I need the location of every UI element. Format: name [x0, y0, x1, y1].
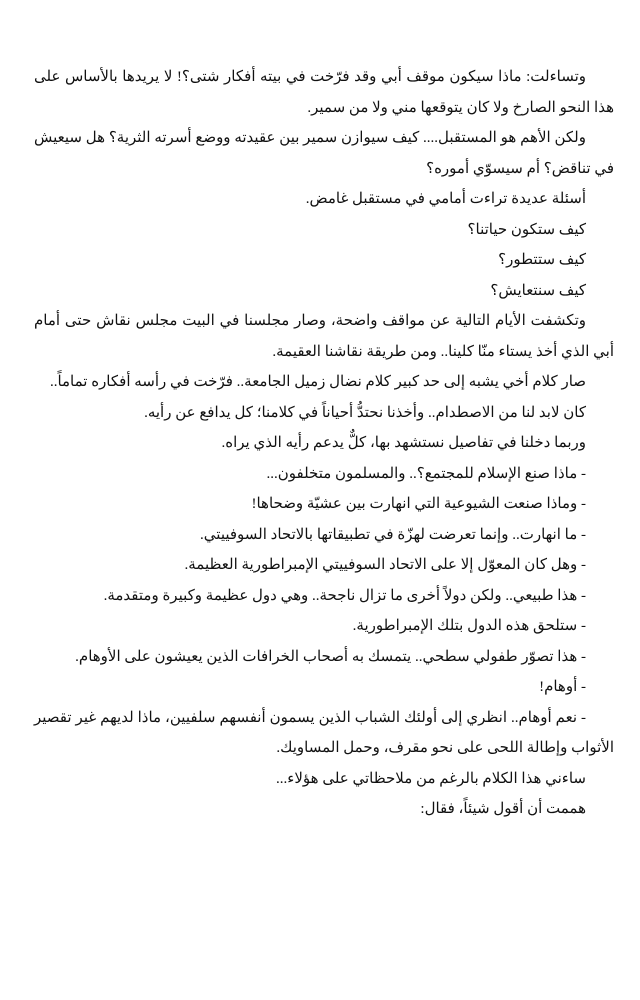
paragraph-12: هممت أن أقول شيئاً، فقال:: [420, 801, 586, 817]
dialogue-line-9: - نعم أوهام.. انظري إلى أولئك الشباب الذين يسمون أنفسهم سلفيين، ماذا لديهم غير تقصير الأثواب وإطالة اللحى على نحو مقرف، وحمل المساويك.: [34, 709, 614, 756]
paragraph-1: وتساءلت: ماذا سيكون موقف أبي وقد فرّخت في بيته أفكار شتى؟! لا يريدها بالأساس على هذا النحو الصارخ ولا كان يتوقعها مني ولا من سمير.: [34, 69, 614, 116]
paragraph-8: صار كلام أخي يشبه إلى حد كبير كلام نضال زميل الجامعة.. فرّخت في رأسه أفكاره تماماً..: [49, 374, 586, 390]
dialogue-line-7: - هذا تصوّر طفولي سطحي.. يتمسك به أصحاب الخرافات الذين يعيشون على الأوهام.: [75, 648, 586, 665]
dialogue-line-2: - وماذا صنعت الشيوعية التي انهارت بين عشيّة وضحاها!: [251, 496, 586, 512]
paragraph-3: أسئلة عديدة تراءت أمامي في مستقبل غامض.: [305, 191, 586, 207]
paragraph-10: وربما دخلنا في تفاصيل نستشهد بها، كلٌّ يدعم رأيه الذي يراه.: [221, 435, 586, 451]
paragraph-5: كيف ستتطور؟: [498, 252, 586, 268]
dialogue-line-3: - ما انهارت.. وإنما تعرضت لهزّة في تطبيقاتها بالاتحاد السوفييتي.: [200, 526, 586, 543]
dialogue-line-8: - أوهام!: [539, 679, 586, 695]
dialogue-line-4: - وهل كان المعوّل إلا على الاتحاد السوفييتي الإمبراطورية العظيمة.: [184, 557, 586, 573]
paragraph-7: وتكشفت الأيام التالية عن مواقف واضحة، وصار مجلسنا في البيت مجلس نقاش حتى أمام أبي الذي أخذ يستاء منّا كلينا.. ومن طريقة نقاشنا العقيمة.: [34, 313, 614, 360]
dialogue-line-1: - ماذا صنع الإسلام للمجتمع؟.. والمسلمون متخلفون...: [266, 465, 586, 482]
paragraph-9: كان لابد لنا من الاصطدام.. وأخذنا نحتدُّ أحياناً في كلامنا؛ كل يدافع عن رأيه.: [144, 404, 586, 421]
paragraph-2: ولكن الأهم هو المستقبل.... كيف سيوازن سمير بين عقيدته ووضع أسرته الثرية؟ هل سيعيش في تناقض؟ أم سيسوّي أموره؟: [34, 130, 614, 177]
paragraph-6: كيف سنتعايش؟: [490, 282, 586, 299]
dialogue-line-6: - ستلحق هذه الدول بتلك الإمبراطورية.: [352, 618, 586, 634]
document-page: [34, 62, 614, 825]
dialogue-line-5: - هذا طبيعي.. ولكن دولاً أخرى ما تزال ناجحة.. وهي دول عظيمة وكبيرة ومتقدمة.: [103, 587, 586, 604]
paragraph-11: ساءني هذا الكلام بالرغم من ملاحظاتي على هؤلاء...: [276, 770, 586, 787]
paragraph-4: كيف ستكون حياتنا؟: [467, 221, 586, 238]
